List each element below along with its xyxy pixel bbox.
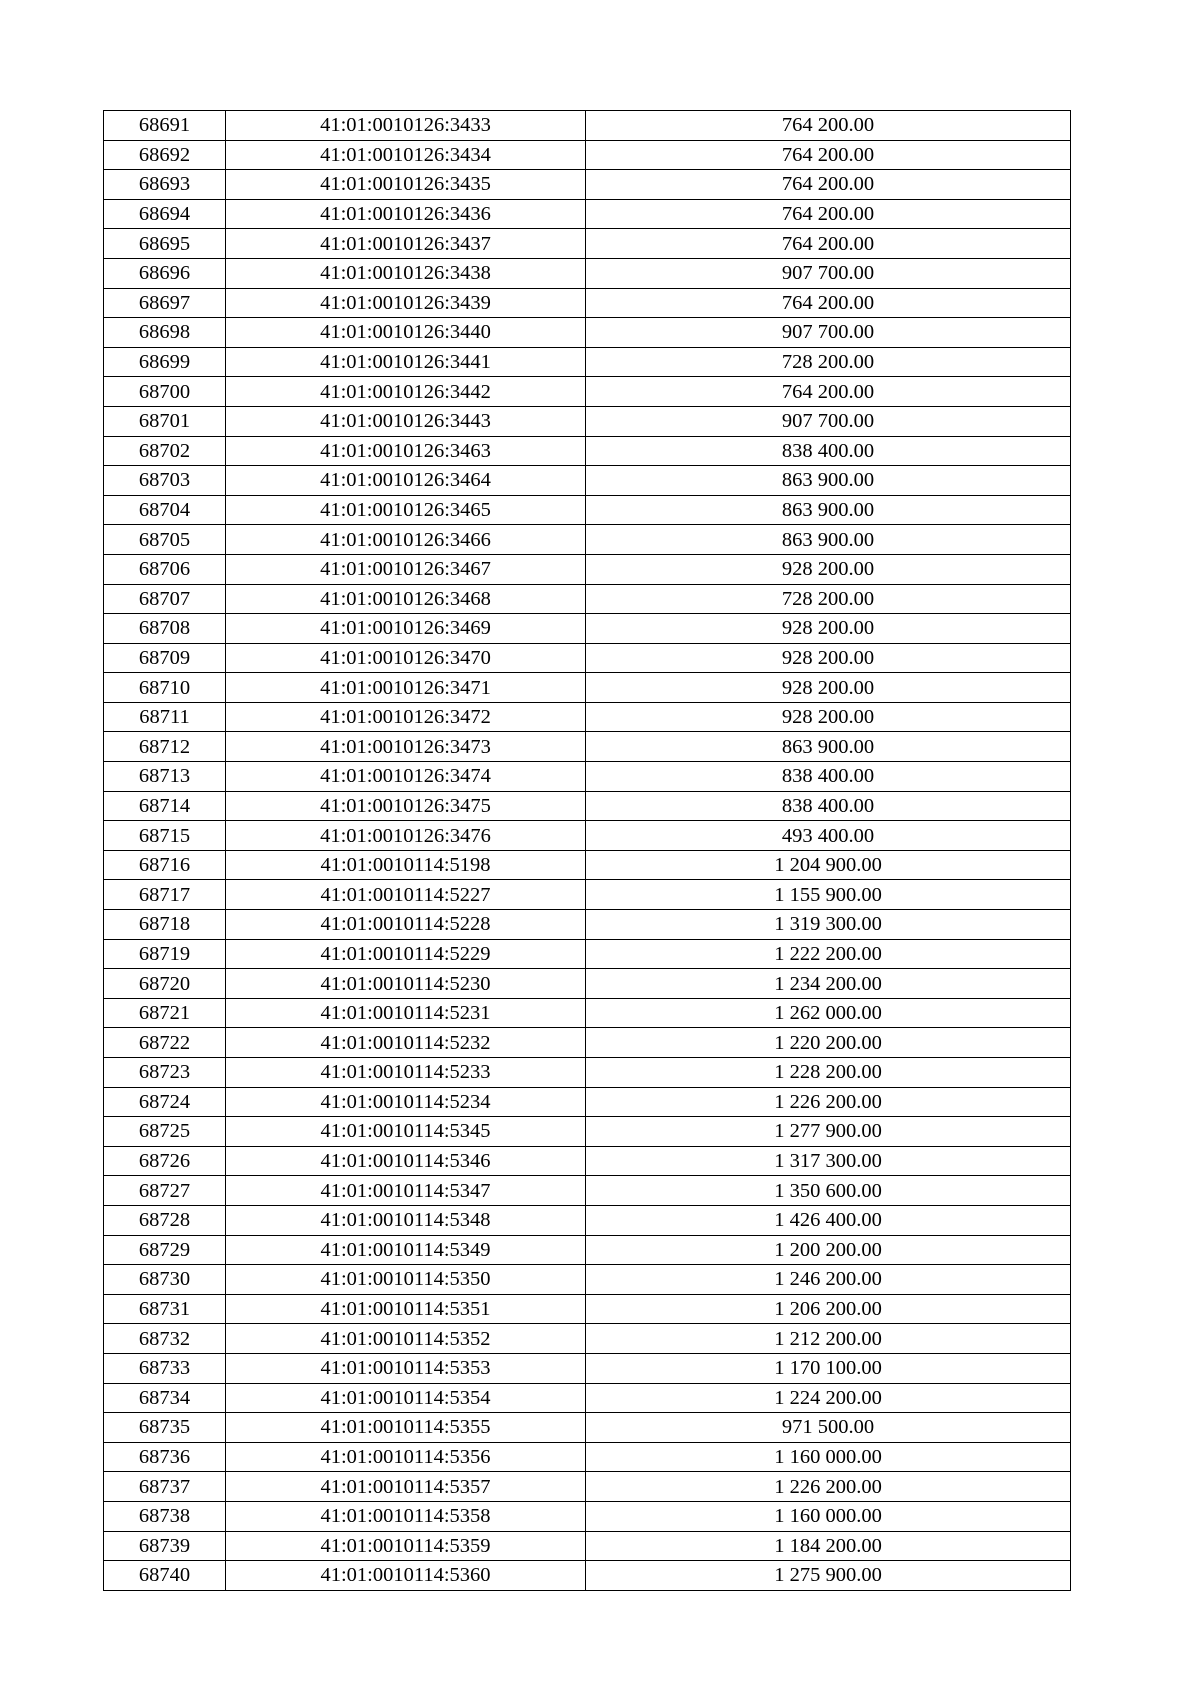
row-number-cell: 68738 — [104, 1501, 226, 1531]
value-cell: 907 700.00 — [586, 406, 1071, 436]
cadastral-number-cell: 41:01:0010114:5358 — [226, 1501, 586, 1531]
row-number-cell: 68710 — [104, 673, 226, 703]
value-cell: 1 262 000.00 — [586, 998, 1071, 1028]
row-number-cell: 68697 — [104, 288, 226, 318]
cadastral-number-cell: 41:01:0010126:3470 — [226, 643, 586, 673]
table-row — [104, 318, 1071, 348]
cadastral-number-cell: 41:01:0010126:3437 — [226, 229, 586, 259]
value-cell: 1 212 200.00 — [586, 1324, 1071, 1354]
table-row — [104, 1442, 1071, 1472]
cadastral-number-cell: 41:01:0010114:5355 — [226, 1413, 586, 1443]
table-row — [104, 525, 1071, 555]
table-row — [104, 258, 1071, 288]
cadastral-number-cell: 41:01:0010114:5359 — [226, 1531, 586, 1561]
table-row — [104, 732, 1071, 762]
table-row — [104, 762, 1071, 792]
cadastral-number-cell: 41:01:0010126:3433 — [226, 111, 586, 141]
row-number-cell: 68713 — [104, 762, 226, 792]
data-table — [103, 110, 1071, 1591]
cadastral-number-cell: 41:01:0010126:3463 — [226, 436, 586, 466]
cadastral-number-cell: 41:01:0010126:3442 — [226, 377, 586, 407]
value-cell: 728 200.00 — [586, 584, 1071, 614]
value-cell: 1 277 900.00 — [586, 1117, 1071, 1147]
row-number-cell: 68703 — [104, 466, 226, 496]
value-cell: 907 700.00 — [586, 318, 1071, 348]
table-row — [104, 1235, 1071, 1265]
value-cell: 863 900.00 — [586, 495, 1071, 525]
value-cell: 838 400.00 — [586, 762, 1071, 792]
row-number-cell: 68720 — [104, 969, 226, 999]
cadastral-number-cell: 41:01:0010126:3464 — [226, 466, 586, 496]
row-number-cell: 68728 — [104, 1205, 226, 1235]
table-row — [104, 969, 1071, 999]
cadastral-number-cell: 41:01:0010114:5353 — [226, 1353, 586, 1383]
table-row — [104, 1472, 1071, 1502]
table-row — [104, 140, 1071, 170]
table-row — [104, 1176, 1071, 1206]
row-number-cell: 68729 — [104, 1235, 226, 1265]
value-cell: 1 184 200.00 — [586, 1531, 1071, 1561]
table-row — [104, 1146, 1071, 1176]
row-number-cell: 68739 — [104, 1531, 226, 1561]
row-number-cell: 68731 — [104, 1294, 226, 1324]
cadastral-number-cell: 41:01:0010114:5227 — [226, 880, 586, 910]
value-cell: 907 700.00 — [586, 258, 1071, 288]
table-row — [104, 229, 1071, 259]
cadastral-number-cell: 41:01:0010126:3476 — [226, 821, 586, 851]
row-number-cell: 68691 — [104, 111, 226, 141]
row-number-cell: 68709 — [104, 643, 226, 673]
cadastral-number-cell: 41:01:0010114:5198 — [226, 850, 586, 880]
row-number-cell: 68733 — [104, 1353, 226, 1383]
value-cell: 863 900.00 — [586, 525, 1071, 555]
cadastral-number-cell: 41:01:0010126:3472 — [226, 702, 586, 732]
cadastral-number-cell: 41:01:0010126:3434 — [226, 140, 586, 170]
row-number-cell: 68727 — [104, 1176, 226, 1206]
table-row — [104, 111, 1071, 141]
value-cell: 1 224 200.00 — [586, 1383, 1071, 1413]
value-cell: 1 275 900.00 — [586, 1561, 1071, 1591]
value-cell: 1 234 200.00 — [586, 969, 1071, 999]
row-number-cell: 68702 — [104, 436, 226, 466]
value-cell: 1 160 000.00 — [586, 1442, 1071, 1472]
cadastral-number-cell: 41:01:0010126:3474 — [226, 762, 586, 792]
cadastral-number-cell: 41:01:0010126:3473 — [226, 732, 586, 762]
cadastral-number-cell: 41:01:0010114:5360 — [226, 1561, 586, 1591]
table-row — [104, 1413, 1071, 1443]
table-row — [104, 673, 1071, 703]
row-number-cell: 68718 — [104, 910, 226, 940]
row-number-cell: 68714 — [104, 791, 226, 821]
table-row — [104, 1265, 1071, 1295]
value-cell: 1 350 600.00 — [586, 1176, 1071, 1206]
cadastral-number-cell: 41:01:0010126:3467 — [226, 554, 586, 584]
value-cell: 1 226 200.00 — [586, 1472, 1071, 1502]
value-cell: 863 900.00 — [586, 466, 1071, 496]
cadastral-number-cell: 41:01:0010114:5356 — [226, 1442, 586, 1472]
table-row — [104, 495, 1071, 525]
row-number-cell: 68712 — [104, 732, 226, 762]
row-number-cell: 68717 — [104, 880, 226, 910]
table-row — [104, 821, 1071, 851]
row-number-cell: 68700 — [104, 377, 226, 407]
row-number-cell: 68730 — [104, 1265, 226, 1295]
cadastral-number-cell: 41:01:0010126:3471 — [226, 673, 586, 703]
cadastral-number-cell: 41:01:0010126:3469 — [226, 614, 586, 644]
row-number-cell: 68737 — [104, 1472, 226, 1502]
row-number-cell: 68696 — [104, 258, 226, 288]
row-number-cell: 68708 — [104, 614, 226, 644]
value-cell: 764 200.00 — [586, 111, 1071, 141]
value-cell: 928 200.00 — [586, 702, 1071, 732]
cadastral-number-cell: 41:01:0010114:5232 — [226, 1028, 586, 1058]
value-cell: 1 228 200.00 — [586, 1058, 1071, 1088]
cadastral-number-cell: 41:01:0010114:5351 — [226, 1294, 586, 1324]
table-row — [104, 347, 1071, 377]
table-row — [104, 377, 1071, 407]
cadastral-number-cell: 41:01:0010114:5345 — [226, 1117, 586, 1147]
value-cell: 838 400.00 — [586, 436, 1071, 466]
value-cell: 1 317 300.00 — [586, 1146, 1071, 1176]
table-row — [104, 1294, 1071, 1324]
table-row — [104, 1028, 1071, 1058]
row-number-cell: 68722 — [104, 1028, 226, 1058]
value-cell: 764 200.00 — [586, 288, 1071, 318]
table-row — [104, 850, 1071, 880]
row-number-cell: 68735 — [104, 1413, 226, 1443]
value-cell: 1 160 000.00 — [586, 1501, 1071, 1531]
row-number-cell: 68715 — [104, 821, 226, 851]
value-cell: 1 246 200.00 — [586, 1265, 1071, 1295]
cadastral-number-cell: 41:01:0010114:5346 — [226, 1146, 586, 1176]
table-row — [104, 1353, 1071, 1383]
cadastral-number-cell: 41:01:0010126:3475 — [226, 791, 586, 821]
cadastral-number-cell: 41:01:0010114:5357 — [226, 1472, 586, 1502]
cadastral-number-cell: 41:01:0010114:5350 — [226, 1265, 586, 1295]
cadastral-number-cell: 41:01:0010114:5229 — [226, 939, 586, 969]
table-row — [104, 436, 1071, 466]
row-number-cell: 68721 — [104, 998, 226, 1028]
table-row — [104, 1324, 1071, 1354]
value-cell: 838 400.00 — [586, 791, 1071, 821]
row-number-cell: 68711 — [104, 702, 226, 732]
value-cell: 928 200.00 — [586, 614, 1071, 644]
row-number-cell: 68719 — [104, 939, 226, 969]
table-row — [104, 1501, 1071, 1531]
cadastral-number-cell: 41:01:0010114:5228 — [226, 910, 586, 940]
value-cell: 1 170 100.00 — [586, 1353, 1071, 1383]
table-row — [104, 1205, 1071, 1235]
cadastral-number-cell: 41:01:0010126:3465 — [226, 495, 586, 525]
cadastral-number-cell: 41:01:0010126:3439 — [226, 288, 586, 318]
cadastral-number-cell: 41:01:0010126:3441 — [226, 347, 586, 377]
value-cell: 764 200.00 — [586, 140, 1071, 170]
table-row — [104, 614, 1071, 644]
table-row — [104, 880, 1071, 910]
table-row — [104, 584, 1071, 614]
table-row — [104, 1561, 1071, 1591]
row-number-cell: 68726 — [104, 1146, 226, 1176]
value-cell: 764 200.00 — [586, 170, 1071, 200]
cadastral-number-cell: 41:01:0010126:3438 — [226, 258, 586, 288]
cadastral-number-cell: 41:01:0010114:5231 — [226, 998, 586, 1028]
value-cell: 1 226 200.00 — [586, 1087, 1071, 1117]
value-cell: 863 900.00 — [586, 732, 1071, 762]
row-number-cell: 68732 — [104, 1324, 226, 1354]
value-cell: 1 206 200.00 — [586, 1294, 1071, 1324]
table-row — [104, 643, 1071, 673]
row-number-cell: 68698 — [104, 318, 226, 348]
value-cell: 971 500.00 — [586, 1413, 1071, 1443]
table-row — [104, 199, 1071, 229]
value-cell: 764 200.00 — [586, 229, 1071, 259]
row-number-cell: 68734 — [104, 1383, 226, 1413]
row-number-cell: 68699 — [104, 347, 226, 377]
row-number-cell: 68705 — [104, 525, 226, 555]
table-row — [104, 170, 1071, 200]
value-cell: 764 200.00 — [586, 199, 1071, 229]
value-cell: 1 426 400.00 — [586, 1205, 1071, 1235]
cadastral-number-cell: 41:01:0010126:3443 — [226, 406, 586, 436]
cadastral-number-cell: 41:01:0010114:5348 — [226, 1205, 586, 1235]
value-cell: 728 200.00 — [586, 347, 1071, 377]
table-row — [104, 939, 1071, 969]
value-cell: 928 200.00 — [586, 554, 1071, 584]
row-number-cell: 68724 — [104, 1087, 226, 1117]
value-cell: 1 200 200.00 — [586, 1235, 1071, 1265]
table-row — [104, 288, 1071, 318]
row-number-cell: 68725 — [104, 1117, 226, 1147]
row-number-cell: 68740 — [104, 1561, 226, 1591]
row-number-cell: 68706 — [104, 554, 226, 584]
table-row — [104, 1531, 1071, 1561]
table-row — [104, 466, 1071, 496]
value-cell: 928 200.00 — [586, 643, 1071, 673]
value-cell: 1 155 900.00 — [586, 880, 1071, 910]
table-row — [104, 554, 1071, 584]
row-number-cell: 68707 — [104, 584, 226, 614]
value-cell: 1 220 200.00 — [586, 1028, 1071, 1058]
table-row — [104, 1058, 1071, 1088]
cadastral-number-cell: 41:01:0010114:5234 — [226, 1087, 586, 1117]
cadastral-number-cell: 41:01:0010114:5347 — [226, 1176, 586, 1206]
value-cell: 493 400.00 — [586, 821, 1071, 851]
cadastral-number-cell: 41:01:0010126:3436 — [226, 199, 586, 229]
cadastral-number-cell: 41:01:0010126:3435 — [226, 170, 586, 200]
row-number-cell: 68701 — [104, 406, 226, 436]
row-number-cell: 68716 — [104, 850, 226, 880]
table-body — [104, 111, 1071, 1591]
row-number-cell: 68695 — [104, 229, 226, 259]
row-number-cell: 68692 — [104, 140, 226, 170]
cadastral-number-cell: 41:01:0010126:3466 — [226, 525, 586, 555]
table-row — [104, 406, 1071, 436]
cadastral-number-cell: 41:01:0010114:5352 — [226, 1324, 586, 1354]
cadastral-number-cell: 41:01:0010126:3468 — [226, 584, 586, 614]
cadastral-number-cell: 41:01:0010114:5354 — [226, 1383, 586, 1413]
cadastral-number-cell: 41:01:0010114:5230 — [226, 969, 586, 999]
value-cell: 928 200.00 — [586, 673, 1071, 703]
row-number-cell: 68704 — [104, 495, 226, 525]
table-row — [104, 910, 1071, 940]
row-number-cell: 68736 — [104, 1442, 226, 1472]
row-number-cell: 68694 — [104, 199, 226, 229]
table-row — [104, 1383, 1071, 1413]
value-cell: 1 204 900.00 — [586, 850, 1071, 880]
row-number-cell: 68693 — [104, 170, 226, 200]
table-row — [104, 1117, 1071, 1147]
value-cell: 764 200.00 — [586, 377, 1071, 407]
table-row — [104, 791, 1071, 821]
table-row — [104, 998, 1071, 1028]
value-cell: 1 222 200.00 — [586, 939, 1071, 969]
row-number-cell: 68723 — [104, 1058, 226, 1088]
cadastral-number-cell: 41:01:0010114:5233 — [226, 1058, 586, 1088]
table-row — [104, 1087, 1071, 1117]
cadastral-number-cell: 41:01:0010114:5349 — [226, 1235, 586, 1265]
value-cell: 1 319 300.00 — [586, 910, 1071, 940]
cadastral-number-cell: 41:01:0010126:3440 — [226, 318, 586, 348]
table-row — [104, 702, 1071, 732]
